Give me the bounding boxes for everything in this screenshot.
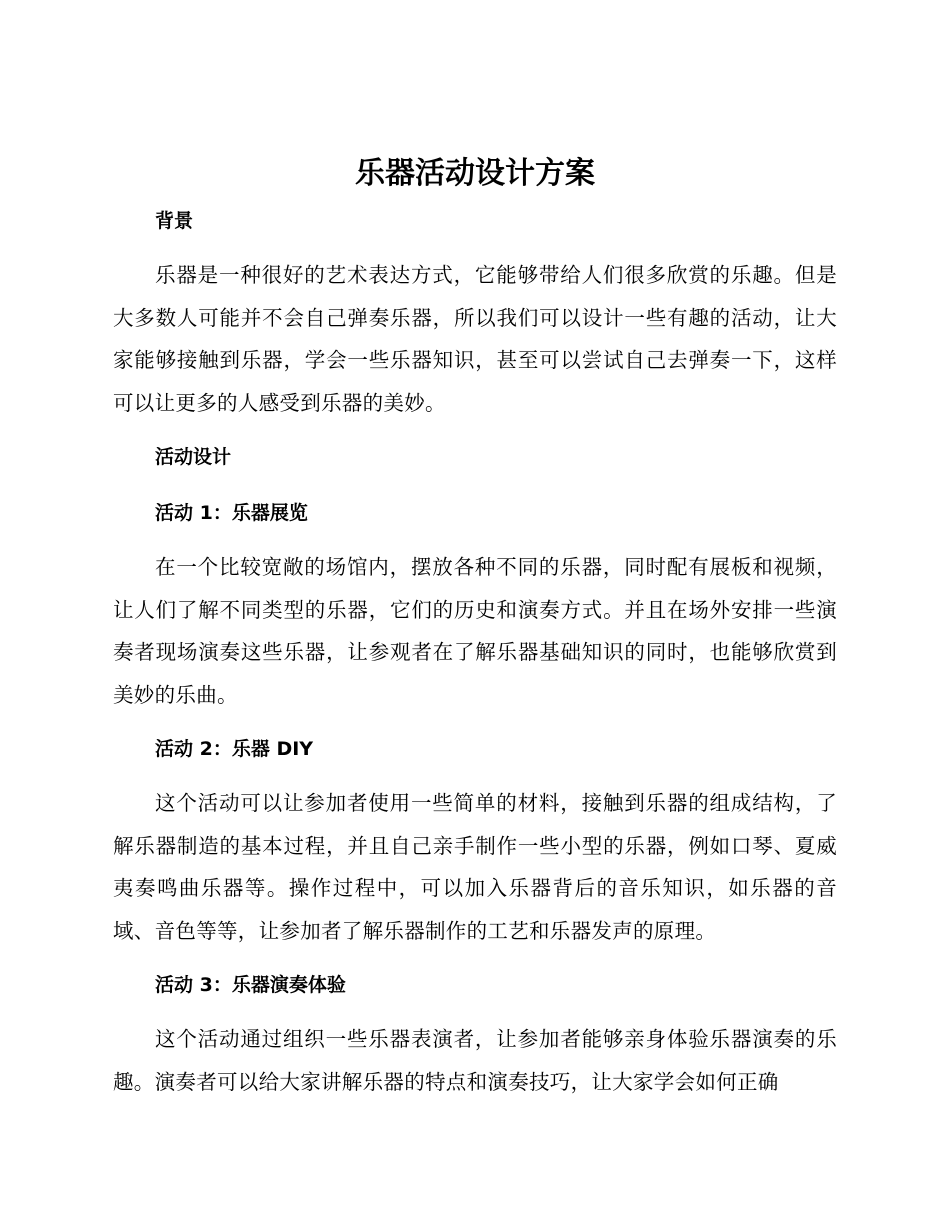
activity2-heading: 活动 2：乐器 DIY bbox=[155, 738, 314, 760]
document-body bbox=[113, 200, 837, 1103]
activity3-heading: 活动 3：乐器演奏体验 bbox=[155, 974, 346, 996]
activity1-heading: 活动 1：乐器展览 bbox=[155, 502, 308, 524]
activity3-paragraph: 这个活动通过组织一些乐器表演者，让参加者能够亲身体验乐器演奏的乐趣。演奏者可以给大家讲解乐器的特点和演奏技巧，让大家学会如何正确 bbox=[113, 1027, 837, 1094]
activity1-paragraph: 在一个比较宽敞的场馆内，摆放各种不同的乐器，同时配有展板和视频，让人们了解不同类型的乐器，它们的历史和演奏方式。并且在场外安排一些演奏者现场演奏这些乐器，让参观者在了解乐器基础知识的同时，也能够欣赏到美妙的乐曲。 bbox=[113, 555, 837, 707]
activity2-paragraph: 这个活动可以让参加者使用一些简单的材料，接触到乐器的组成结构，了解乐器制造的基本过程，并且自己亲手制作一些小型的乐器，例如口琴、夏威夷奏鸣曲乐器等。操作过程中，可以加入乐器背后的音乐知识，如乐器的音域、音色等等，让参加者了解乐器制作的工艺和乐器发声的原理。 bbox=[113, 791, 837, 943]
background-heading: 背景 bbox=[155, 210, 194, 232]
background-paragraph: 乐器是一种很好的艺术表达方式，它能够带给人们很多欣赏的乐趣。但是大多数人可能并不会自己弹奏乐器，所以我们可以设计一些有趣的活动，让大家能够接触到乐器，学会一些乐器知识，甚至可以尝试自己去弹奏一下，这样可以让更多的人感受到乐器的美妙。 bbox=[113, 263, 837, 415]
document-title: 乐器活动设计方案 bbox=[355, 156, 595, 191]
design-heading: 活动设计 bbox=[155, 446, 232, 468]
